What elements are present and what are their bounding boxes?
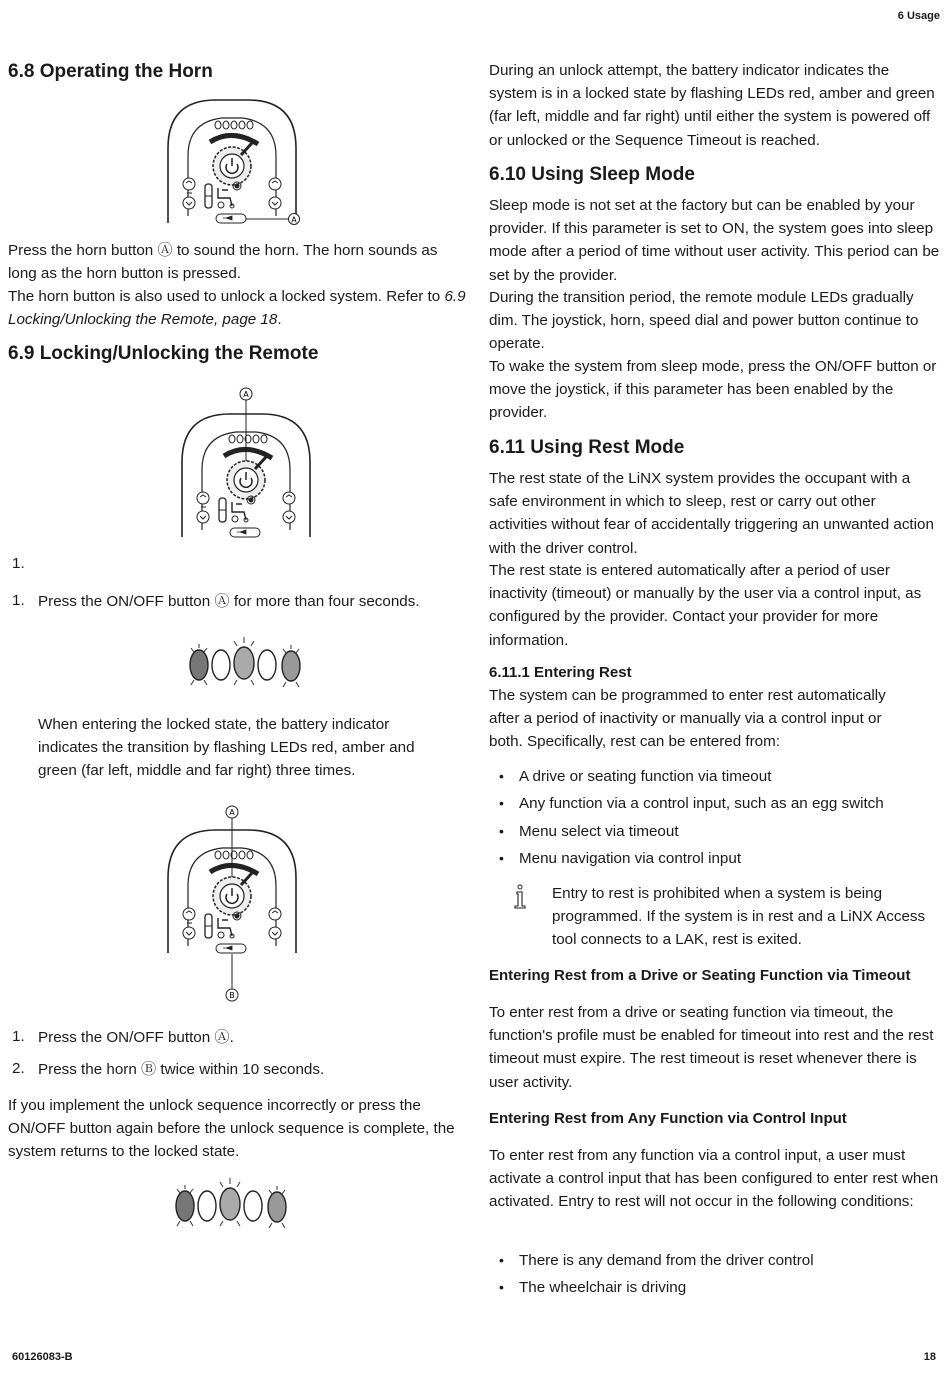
label-b: B bbox=[229, 991, 235, 1000]
entering-rest-title: 6.11.1 Entering Rest bbox=[489, 664, 632, 681]
list-item: • The wheelchair is driving bbox=[489, 1274, 941, 1301]
remote-horn-figure bbox=[166, 98, 306, 230]
list-item: • Menu select via timeout bbox=[489, 818, 941, 845]
label-a: A bbox=[243, 390, 249, 399]
control-input-para: To enter rest from any function via a control input, a user must activate a control input that has been configured to enter rest when activated. Entry to rest will not occur in the following conditions: bbox=[489, 1147, 939, 1211]
step1-number: 1. bbox=[12, 592, 25, 609]
rest-para2: The rest state is entered automatically after a period of user inactivity (timeout) or manually by the user via a control input, as configured by the provider. Contact your provider for more information. bbox=[489, 562, 922, 649]
rest-title: 6.11 Using Rest Mode bbox=[489, 437, 685, 458]
horn-title: 6.8 Operating the Horn bbox=[8, 61, 213, 82]
sleep-para2: During the transition period, the remote module LEDs gradually dim. The joystick, horn, speed dial and power button continue to operate. bbox=[489, 289, 919, 353]
list-item: • There is any demand from the driver control bbox=[489, 1247, 941, 1274]
page-header: 6 Usage bbox=[897, 10, 940, 22]
horn-para1: Press the horn button Ⓐ to sound the horn. The horn sounds as long as the horn button is pressed. bbox=[8, 242, 438, 283]
unlock-step1-text: Press the ON/OFF button Ⓐ. bbox=[38, 1029, 234, 1046]
rest-note: Entry to rest is prohibited when a system is being programmed. If the system is in rest and a LiNX Access tool connects to a LAK, rest is exited. bbox=[552, 885, 926, 949]
locked-state-text: When entering the locked state, the battery indicator indicates the transition by flashing LEDs red, amber and green (far left, middle and far right) three times. bbox=[38, 716, 415, 780]
entering-rest-para: The system can be programmed to enter rest automatically after a period of inactivity or manually via a control input or both. Specifically, rest can be entered from: bbox=[489, 687, 886, 751]
list-item: • A drive or seating function via timeout bbox=[489, 763, 941, 790]
incorrect-sequence-text: If you implement the unlock sequence incorrectly or press the ON/OFF button again before the unlock sequence is complete, the system returns to the locked state. bbox=[8, 1097, 455, 1161]
empty-list-number: 1. bbox=[12, 555, 25, 572]
battery-led-indicator-2 bbox=[175, 1176, 290, 1236]
remote-unlock-figure bbox=[158, 804, 308, 1004]
control-input-title: Entering Rest from Any Function via Control Input bbox=[489, 1110, 847, 1127]
unlock-step2-number: 2. bbox=[12, 1060, 25, 1077]
doc-number: 60126083-B bbox=[12, 1351, 73, 1363]
unlock-step1-number: 1. bbox=[12, 1028, 25, 1045]
sleep-title: 6.10 Using Sleep Mode bbox=[489, 164, 695, 185]
label-a: A bbox=[229, 808, 235, 817]
unlock-step2-text: Press the horn Ⓑ twice within 10 seconds. bbox=[38, 1061, 325, 1078]
battery-led-indicator bbox=[189, 635, 304, 695]
sleep-para3: To wake the system from sleep mode, press the ON/OFF button or move the joystick, if this parameter has been enabled by the provider. bbox=[489, 358, 937, 422]
rest-para1: The rest state of the LiNX system provides the occupant with a safe environment in which to sleep, rest or carry out other activities without fear of accidentally triggering an unwanted action with the driver control. bbox=[489, 470, 934, 557]
sleep-para1: Sleep mode is not set at the factory but can be enabled by your provider. If this parameter is set to ON, the system goes into sleep mode after a period of time without user activity. This period can be set by the provider. bbox=[489, 197, 940, 284]
rest-entry-list bbox=[489, 763, 941, 872]
step1-text: Press the ON/OFF button Ⓐ for more than four seconds. bbox=[38, 593, 420, 610]
list-item: • Any function via a control input, such as an egg switch bbox=[489, 790, 941, 817]
label-a: A bbox=[291, 215, 297, 225]
rest-conditions-list bbox=[489, 1247, 941, 1302]
list-item: • Menu navigation via control input bbox=[489, 845, 941, 872]
lock-title: 6.9 Locking/Unlocking the Remote bbox=[8, 343, 319, 364]
timeout-para: To enter rest from a drive or seating function via timeout, the function's profile must be enabled for timeout into rest and the rest timeout must expire. The rest timeout is reset whenever there is user activity. bbox=[489, 1004, 934, 1091]
unlock-attempt-text: During an unlock attempt, the battery indicator indicates the system is in a locked state by flashing LEDs red, amber and green (far left, middle and far right) until either the system is powered off or unlocked or the Sequence Timeout is reached. bbox=[489, 62, 935, 149]
page-number: 18 bbox=[923, 1351, 936, 1363]
timeout-title: Entering Rest from a Drive or Seating Function via Timeout bbox=[489, 967, 911, 984]
info-icon bbox=[512, 884, 528, 910]
remote-lock-figure bbox=[178, 386, 318, 566]
horn-cross-ref[interactable]: 6.9 Locking/Unlocking the Remote, page 18 bbox=[8, 288, 466, 329]
horn-para2: The horn button is also used to unlock a locked system. Refer to 6.9 Locking/Unlocking the Remote, page 18. bbox=[8, 288, 466, 329]
